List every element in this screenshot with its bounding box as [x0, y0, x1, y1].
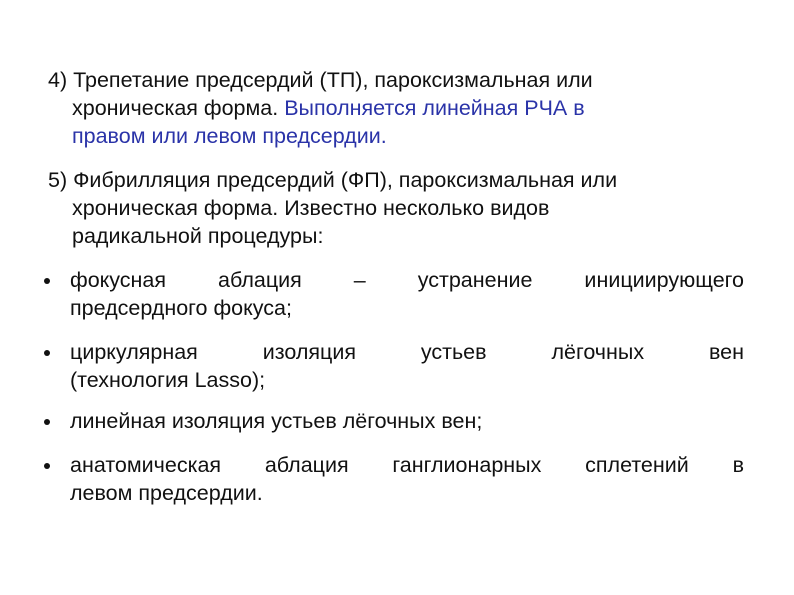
item-5-line-1: 5) Фибрилляция предсердий (ФП), пароксизмальная или: [48, 168, 618, 192]
item-4-line-3: правом или левом предсердии.: [72, 124, 387, 148]
list-item: [44, 338, 744, 394]
list-item-line-2: (технология Lasso);: [70, 368, 266, 392]
bullet-dot-icon: [44, 419, 50, 425]
item-4-line-1: 4) Трепетание предсердий (ТП), пароксизмальная или: [48, 68, 593, 92]
list-item-line-1: циркулярная изоляция устьев лёгочных вен: [70, 340, 744, 364]
list-item: [44, 451, 744, 507]
item-5-line-2: хроническая форма. Известно несколько видов: [72, 196, 550, 220]
bullet-dot-icon: [44, 463, 50, 469]
procedure-list: [44, 266, 744, 520]
list-item-line-1: фокусная аблация – устранение инициирующего: [70, 268, 744, 292]
list-item-line-2: предсердного фокуса;: [70, 296, 292, 320]
bullet-dot-icon: [44, 278, 50, 284]
item-4-atrial-flutter: [48, 66, 748, 150]
item-4-line-2-accent: Выполняется линейная РЧА в: [284, 96, 585, 120]
item-4-line-2-plain: хроническая форма.: [72, 96, 285, 120]
bullet-dot-icon: [44, 350, 50, 356]
list-item: [44, 266, 744, 322]
item-5-atrial-fibrillation: [48, 166, 748, 250]
item-4-line-2: [48, 94, 748, 122]
list-item-line-2: левом предсердии.: [70, 481, 263, 505]
list-item-line-1: анатомическая аблация ганглионарных сплетений в: [70, 453, 744, 477]
list-item-line-1: линейная изоляция устьев лёгочных вен;: [70, 409, 483, 433]
item-5-line-3: радикальной процедуры:: [72, 224, 324, 248]
list-item: [44, 407, 744, 435]
